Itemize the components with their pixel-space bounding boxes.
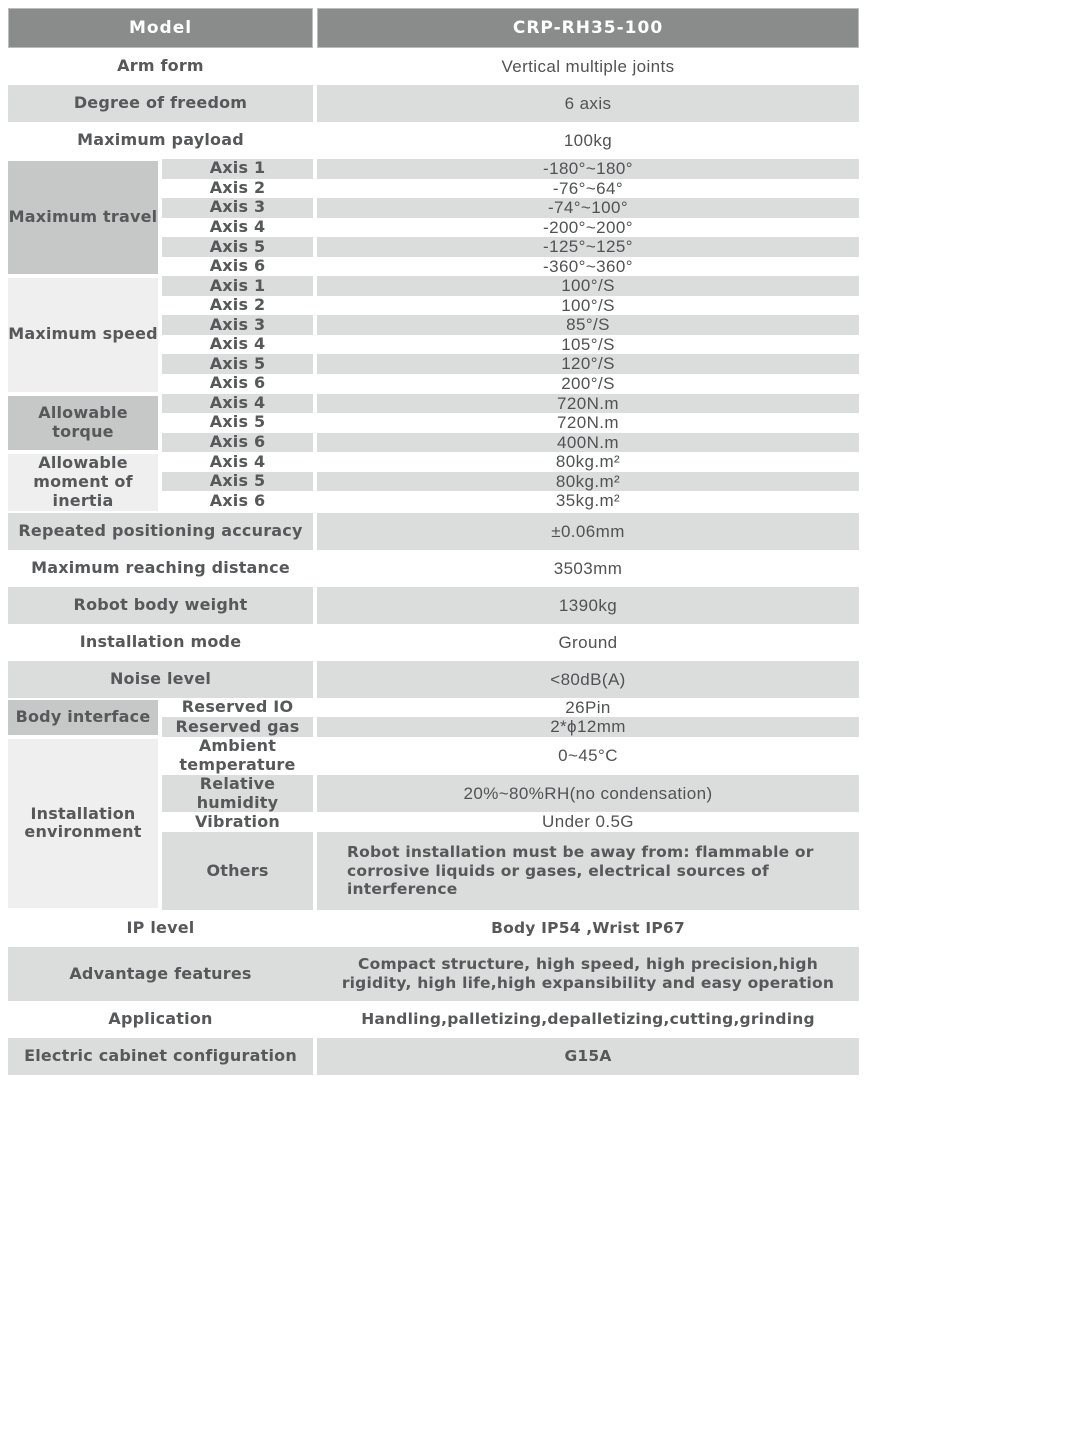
axis-row <box>162 374 859 394</box>
axis-row <box>162 315 859 335</box>
axis-row <box>162 335 859 355</box>
section-installation-environment <box>8 737 859 910</box>
row-label: Relative humidity <box>162 775 313 813</box>
row-label: IP level <box>8 910 313 947</box>
model-header-value: CRP-RH35-100 <box>317 8 859 48</box>
axis-label: Axis 6 <box>162 491 313 511</box>
axis-row <box>162 179 859 199</box>
axis-label: Axis 6 <box>162 433 313 453</box>
row-value: 100kg <box>317 122 859 159</box>
axis-value: 35kg.m² <box>317 491 859 511</box>
axis-label: Axis 5 <box>162 472 313 492</box>
spec-row-electric-cabinet-configuration <box>8 1038 859 1075</box>
spec-row-noise-level <box>8 661 859 698</box>
axis-value: 80kg.m² <box>317 472 859 492</box>
spec-row-installation-mode <box>8 624 859 661</box>
row-value: Ground <box>317 624 859 661</box>
axis-value: 720N.m <box>317 413 859 433</box>
row-value: 6 axis <box>317 85 859 122</box>
axis-row <box>162 354 859 374</box>
section-maximum-travel <box>8 159 859 276</box>
row-value: 2*ϕ12mm <box>317 717 859 737</box>
row-label: Noise level <box>8 661 313 698</box>
section-body-interface <box>8 698 859 737</box>
section-allowable-torque <box>8 394 859 453</box>
axis-value: 85°/S <box>317 315 859 335</box>
row-value <box>317 947 859 1001</box>
axis-row <box>162 159 859 179</box>
axis-value: -76°~64° <box>317 179 859 199</box>
spec-row-advantage-features <box>8 947 859 1001</box>
group-label-maximum-travel: Maximum travel <box>8 161 158 274</box>
axis-label: Axis 3 <box>162 315 313 335</box>
environment-row <box>162 737 859 775</box>
row-label: Reserved IO <box>162 698 313 718</box>
section-maximum-speed <box>8 276 859 393</box>
spec-row-robot-body-weight <box>8 587 859 624</box>
axis-value: 720N.m <box>317 394 859 414</box>
axis-row <box>162 394 859 414</box>
axis-label: Axis 1 <box>162 159 313 179</box>
axis-label: Axis 4 <box>162 335 313 355</box>
group-label-installation-environment: Installation environment <box>8 739 158 908</box>
row-value: Body IP54 ,Wrist IP67 <box>317 910 859 947</box>
axis-row <box>162 296 859 316</box>
axis-row <box>162 198 859 218</box>
spec-row-degree-of-freedom <box>8 85 859 122</box>
axis-value: 100°/S <box>317 296 859 316</box>
spec-row-application <box>8 1001 859 1038</box>
group-label-allowable-moment-of-inertia: Allowable moment of inertia <box>8 454 158 511</box>
spec-table <box>8 8 859 1075</box>
axis-label: Axis 1 <box>162 276 313 296</box>
interface-row <box>162 717 859 737</box>
axis-label: Axis 6 <box>162 257 313 277</box>
axis-value: 400N.m <box>317 433 859 453</box>
row-value: ±0.06mm <box>317 513 859 550</box>
row-label: Maximum reaching distance <box>8 550 313 587</box>
model-header-label: Model <box>8 8 313 48</box>
row-value <box>317 832 859 910</box>
environment-row <box>162 812 859 832</box>
row-value: Under 0.5G <box>317 812 859 832</box>
axis-value: 200°/S <box>317 374 859 394</box>
axis-row <box>162 433 859 453</box>
axis-value: -200°~200° <box>317 218 859 238</box>
row-label: Others <box>162 832 313 910</box>
row-label: Application <box>8 1001 313 1038</box>
row-label: Maximum payload <box>8 122 313 159</box>
axis-label: Axis 6 <box>162 374 313 394</box>
axis-value: -360°~360° <box>317 257 859 277</box>
row-label: Degree of freedom <box>8 85 313 122</box>
axis-label: Axis 4 <box>162 218 313 238</box>
axis-value: 100°/S <box>317 276 859 296</box>
group-label-allowable-torque: Allowable torque <box>8 396 158 451</box>
row-label: Installation mode <box>8 624 313 661</box>
header-row <box>8 8 859 48</box>
axis-row <box>162 237 859 257</box>
axis-row <box>162 276 859 296</box>
row-label: Electric cabinet configuration <box>8 1038 313 1075</box>
row-value: 3503mm <box>317 550 859 587</box>
axis-row <box>162 472 859 492</box>
row-label: Robot body weight <box>8 587 313 624</box>
axis-value: 120°/S <box>317 354 859 374</box>
spec-row-repeated-positioning-accuracy <box>8 513 859 550</box>
axis-label: Axis 4 <box>162 452 313 472</box>
row-value: Vertical multiple joints <box>317 48 859 85</box>
row-value: G15A <box>317 1038 859 1075</box>
interface-row <box>162 698 859 718</box>
others-value-text: Robot installation must be away from: flammable or corrosive liquids or gases, electrical sources of interference <box>347 843 814 899</box>
axis-value: -74°~100° <box>317 198 859 218</box>
spec-row-ip-level <box>8 910 859 947</box>
axis-label: Axis 3 <box>162 198 313 218</box>
row-label: Arm form <box>8 48 313 85</box>
axis-label: Axis 5 <box>162 354 313 374</box>
axis-value: 80kg.m² <box>317 452 859 472</box>
spec-row-maximum-payload <box>8 122 859 159</box>
environment-row <box>162 775 859 813</box>
row-label: Advantage features <box>8 947 313 1001</box>
axis-row <box>162 257 859 277</box>
row-value: 20%~80%RH(no condensation) <box>317 775 859 813</box>
row-value: Handling,palletizing,depalletizing,cutting,grinding <box>317 1001 859 1038</box>
row-value: <80dB(A) <box>317 661 859 698</box>
group-label-body-interface: Body interface <box>8 700 158 735</box>
axis-value: -180°~180° <box>317 159 859 179</box>
axis-label: Axis 5 <box>162 237 313 257</box>
spec-row-arm-form <box>8 48 859 85</box>
row-label: Ambient temperature <box>162 737 313 775</box>
row-label: Vibration <box>162 812 313 832</box>
environment-row-others <box>162 832 859 910</box>
row-value: 1390kg <box>317 587 859 624</box>
group-label-maximum-speed: Maximum speed <box>8 278 158 391</box>
axis-row <box>162 218 859 238</box>
axis-label: Axis 4 <box>162 394 313 414</box>
axis-row <box>162 413 859 433</box>
row-value: 0~45°C <box>317 737 859 775</box>
axis-row <box>162 491 859 511</box>
row-label: Reserved gas <box>162 717 313 737</box>
axis-label: Axis 2 <box>162 179 313 199</box>
row-label: Repeated positioning accuracy <box>8 513 313 550</box>
spec-row-maximum-reaching-distance <box>8 550 859 587</box>
row-value: 26Pin <box>317 698 859 718</box>
advantage-features-text: Compact structure, high speed, high precision,high rigidity, high life,high expansibility and easy operation <box>341 955 835 992</box>
axis-value: 105°/S <box>317 335 859 355</box>
axis-label: Axis 5 <box>162 413 313 433</box>
axis-label: Axis 2 <box>162 296 313 316</box>
axis-value: -125°~125° <box>317 237 859 257</box>
section-allowable-moment-of-inertia <box>8 452 859 513</box>
axis-row <box>162 452 859 472</box>
